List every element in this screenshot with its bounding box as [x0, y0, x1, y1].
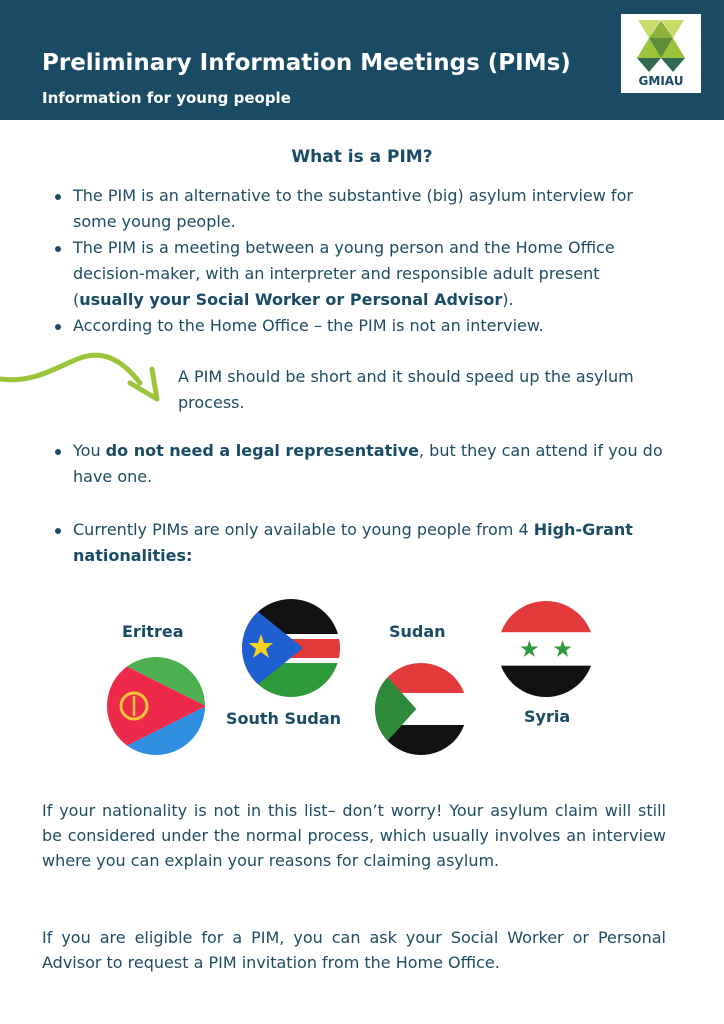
bullet-item: You do not need a legal representative, but they can attend if you do have one.	[55, 438, 675, 490]
bullet-list	[55, 438, 675, 490]
flag-label-sudan: Sudan	[389, 622, 446, 641]
bullet-item: According to the Home Office – the PIM is not an interview.	[55, 313, 675, 339]
bullet-item: The PIM is an alternative to the substantive (big) asylum interview for some young people.	[55, 183, 675, 235]
section-heading: What is a PIM?	[291, 147, 433, 167]
bullet-list	[55, 517, 675, 569]
bullet-list	[55, 183, 675, 339]
page-subtitle: Information for young people	[42, 89, 291, 107]
callout-text: A PIM should be short and it should speed up the asylum process.	[178, 367, 634, 412]
sudan-flag-icon	[374, 662, 468, 756]
paragraph-eligible: If you are eligible for a PIM, you can ask your Social Worker or Personal Advisor to request a PIM invitation from the Home Office.	[42, 928, 666, 972]
eritrea-flag-icon	[106, 656, 206, 756]
green-arrow-icon	[0, 345, 170, 405]
paragraph-not-in-list: If your nationality is not in this list– don’t worry! Your asylum claim will still be considered under the normal process, which usually involves an interview where you can explain your reasons for claiming asylum.	[42, 801, 666, 870]
syria-flag-icon	[497, 600, 595, 698]
logo-text: GMIAU	[638, 74, 684, 88]
logo-triangles-icon	[621, 14, 701, 76]
flag-label-syria: Syria	[524, 707, 571, 726]
page-title: Preliminary Information Meetings (PIMs)	[42, 50, 571, 76]
bullet-item: The PIM is a meeting between a young person and the Home Office decision-maker, with an interpreter and responsible adult present (usually your Social Worker or Personal Advisor).	[55, 235, 675, 313]
page-header	[0, 0, 724, 120]
bullet-item: Currently PIMs are only available to young people from 4 High-Grant nationalities:	[55, 517, 675, 569]
south-sudan-flag-icon	[241, 598, 341, 698]
gmiau-logo	[621, 14, 701, 93]
flag-label-south-sudan: South Sudan	[226, 709, 342, 728]
flag-label-eritrea: Eritrea	[122, 622, 184, 641]
